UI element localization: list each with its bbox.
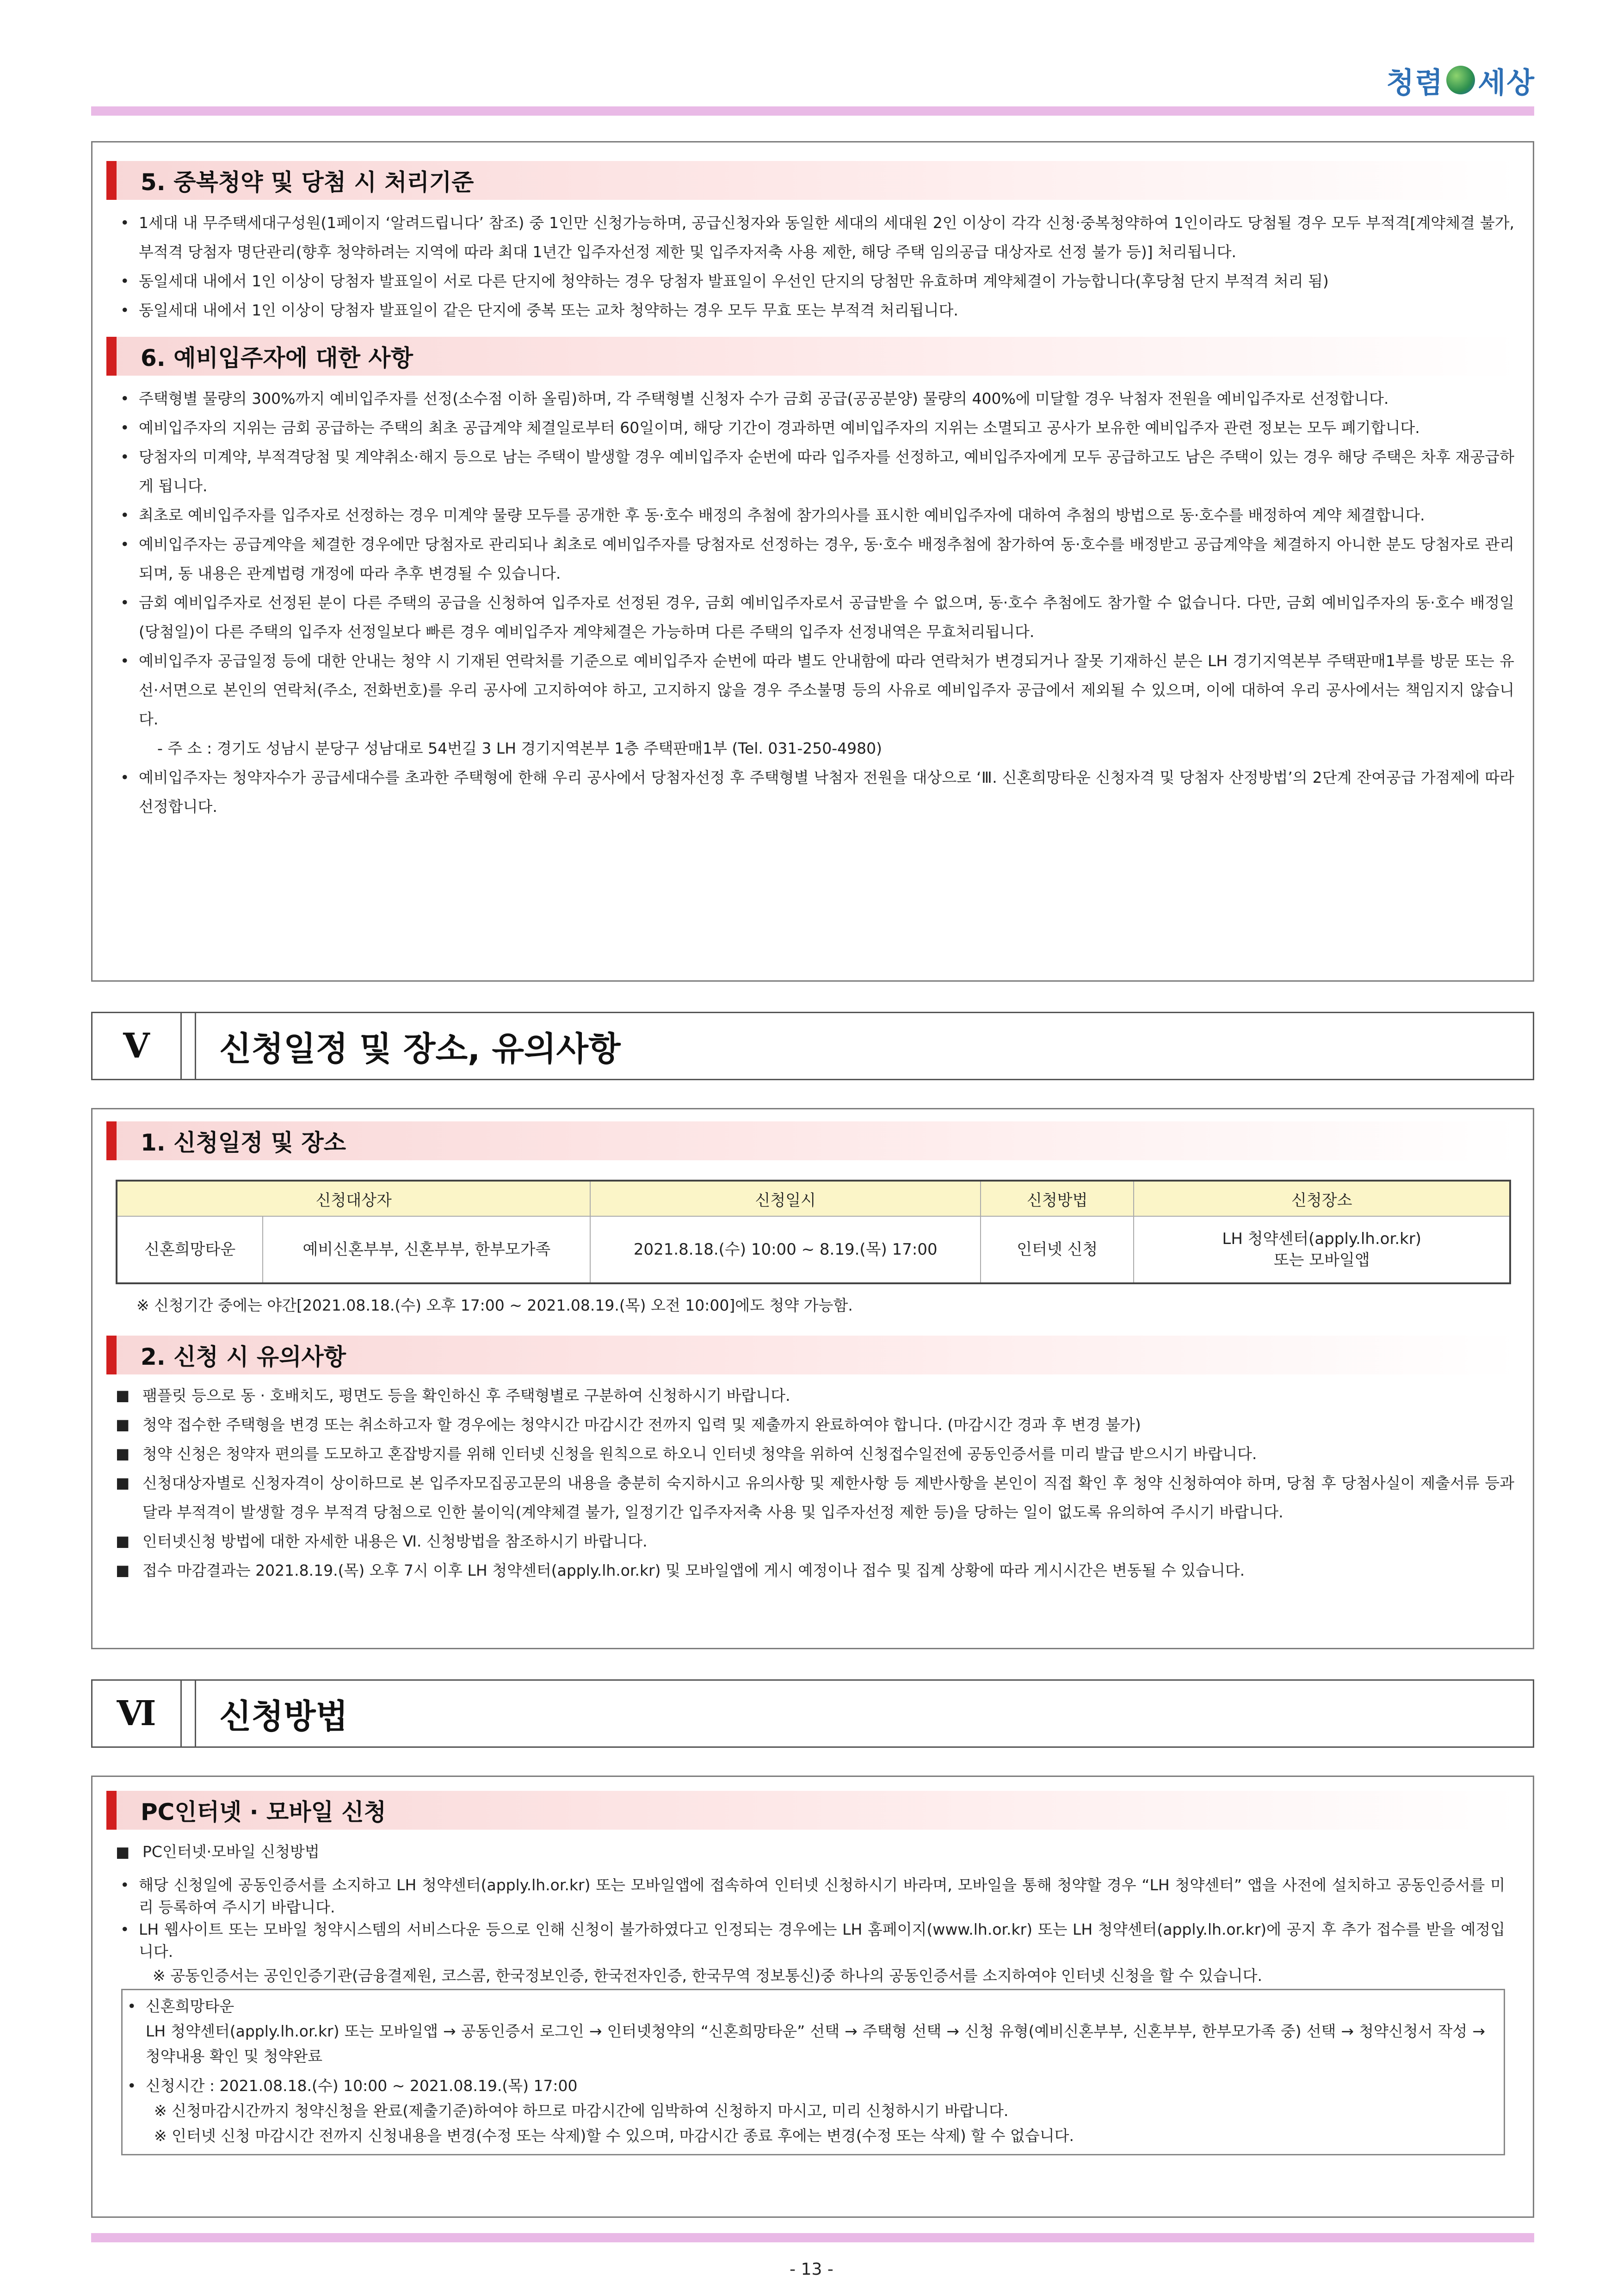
chapter-divider [182,1681,196,1746]
chapter-number: V [93,1013,182,1079]
chapter-number: Ⅵ [93,1681,182,1746]
list-item [127,1994,1485,2069]
section-marker [106,1121,117,1160]
list-item: • 예비입주자의 지위는 금회 공급하는 주택의 최초 공급계약 체결일로부터 60일이며, 해당 기간이 경과하면 예비입주자의 지위는 소멸되고 공사가 보유한 예비입주자 관련 정보는 모두 폐기합니다. [120,413,1514,442]
section-title: 5. 중복청약 및 당첨 시 처리기준 [141,169,474,196]
table-header: 신청대상자 [117,1181,590,1216]
schedule-note: ※ 신청기간 중에는 야간[2021.08.18.(수) 오후 17:00 ~ 2021.08.19.(목) 오전 10:00]에도 청약 가능함. [136,1296,853,1314]
logo [1386,59,1535,101]
list-item: ■ 팸플릿 등으로 동 · 호배치도, 평면도 등을 확인하신 후 주택형별로 구분하여 신청하시기 바랍니다. [116,1381,1514,1410]
section-header-6 [106,337,1519,376]
list-item: • 동일세대 내에서 1인 이상이 당첨자 발표일이 같은 단지에 중복 또는 교차 청약하는 경우 모두 무효 또는 부적격 처리됩니다. [120,296,1514,325]
guide-item-title: • 신청시간 : 2021.08.18.(수) 10:00 ~ 2021.08.19.(목) 17:00 [146,2077,578,2095]
cert-note: ※ 공동인증서는 공인인증기관(금융결제원, 코스콤, 한국정보인증, 한국전자인증, 한국무역 정보통신)중 하나의 공동인증서를 소지하여야 인터넷 신청을 할 수 있습니다. [153,1967,1263,1985]
table-header: 신청장소 [1134,1181,1510,1216]
list-item: • 당첨자의 미계약, 부적격당첨 및 계약취소·해지 등으로 남는 주택이 발생할 경우 예비입주자 순번에 따라 입주자를 선정하고, 예비입주자에게 모두 공급하고도 남은 주택이 있는 경우 해당 주택은 차후 재공급하게 됩니다. [120,442,1514,501]
list-item: ■ 청약 접수한 주택형을 변경 또는 취소하고자 할 경우에는 청약시간 마감시간 전까지 입력 및 제출까지 완료하여야 합니다. (마감시간 경과 후 변경 불가) [116,1410,1514,1439]
table-cell: 인터넷 신청 [981,1216,1134,1283]
list-item: • 해당 신청일에 공동인증서를 소지하고 LH 청약센터(apply.lh.or.kr) 또는 모바일앱에 접속하여 인터넷 신청하시기 바라며, 모바일을 통해 청약할 경우 “LH 청약센터” 앱을 사전에 설치하고 공동인증서를 미리 등록하여 주시기 바랍니다. [120,1874,1505,1918]
list-item [127,2073,1485,2148]
section-title: PC인터넷 · 모바일 신청 [141,1799,386,1826]
list-item: • 동일세대 내에서 1인 이상이 당첨자 발표일이 서로 다른 단지에 청약하는 경우 당첨자 발표일이 우선인 단지의 당첨만 유효하며 계약체결이 가능합니다(후당첨 단지 부적격 처리 됨) [120,266,1514,296]
list-item: ■ 접수 마감결과는 2021.8.19.(목) 오후 7시 이후 LH 청약센터(apply.lh.or.kr) 및 모바일앱에 게시 예정이나 접수 및 집계 상황에 따라 게시시간은 변동될 수 있습니다. [116,1556,1514,1585]
section-title: 2. 신청 시 유의사항 [141,1343,346,1370]
list-item: • 1세대 내 무주택세대구성원(1페이지 ‘알려드립니다’ 참조) 중 1인만 신청가능하며, 공급신청자와 동일한 세대의 세대원 2인 이상이 각각 신청·중복청약하여 1인이라도 당첨될 경우 모두 부적격[계약체결 불가, 부적격 당첨자 명단관리(향후 청약하려는 지역에 따라 최대 1년간 입주자선정 제한 및 입주자저축 사용 제한, 해당 주택 임의공급 대상자로 선정 불가 등)] 처리됩니다. [120,208,1514,266]
chapter-header-vi [91,1679,1534,1748]
list-item: • 예비입주자 공급일정 등에 대한 안내는 청약 시 기재된 연락처를 기준으로 예비입주자 순번에 따라 별도 안내함에 따라 연락처가 변경되거나 잘못 기재하신 분은 LH 경기지역본부 주택판매1부를 방문 또는 유선·서면으로 본인의 연락처(주소, 전화번호)를 우리 공사에 고지하여야 하고, 고지하지 않을 경우 주소불명 등의 사유로 예비입주자 공급에서 제외될 수 있으며, 이에 대하여 우리 공사에서는 책임지지 않습니다. [120,646,1514,734]
guide-item-title: • 신혼희망타운 [146,1997,235,2015]
sec5-list [93,208,1533,325]
section-box-schedule [91,1108,1534,1649]
cautions-list [93,1381,1533,1585]
guide-list [123,1994,1504,2148]
section-marker [106,161,117,200]
section-box-5-6 [91,141,1534,982]
sec6-list [93,384,1533,734]
chapter-title: 신청일정 및 장소, 유의사항 [219,1029,621,1068]
list-item: ■ 청약 신청은 청약자 편의를 도모하고 혼잡방지를 위해 인터넷 신청을 원칙으로 하오니 인터넷 청약을 위하여 신청접수일전에 공동인증서를 미리 발급 받으시기 바랍니다. [116,1439,1514,1468]
table-cell: 신혼희망타운 [117,1216,263,1283]
list-item: • 예비입주자는 청약자수가 공급세대수를 초과한 주택형에 한해 우리 공사에서 당첨자선정 후 주택형별 낙첨자 전원을 대상으로 ‘Ⅲ. 신혼희망타운 신청자격 및 당첨자 산정방법’의 2단계 잔여공급 가점제에 따라 선정합니다. [120,763,1514,821]
place-line: LH 청약센터(apply.lh.or.kr) [1222,1230,1422,1248]
list-item: • LH 웹사이트 또는 모바일 청약시스템의 서비스다운 등으로 인해 신청이 불가하였다고 인정되는 경우에는 LH 홈페이지(www.lh.or.kr) 또는 LH 청약센터(apply.lh.or.kr)에 공지 후 추가 접수를 받을 예정입니다. [120,1918,1505,1963]
pc-subhead-list [93,1833,1533,1870]
sec6-list-last [93,763,1533,821]
pc-subhead: ■ PC인터넷·모바일 신청방법 [116,1833,1514,1870]
list-item: ■ 신청대상자별로 신청자격이 상이하므로 본 입주자모집공고문의 내용을 충분히 숙지하시고 유의사항 및 제한사항 등 제반사항을 본인이 직접 확인 후 청약 신청하여야 하며, 당첨 후 당첨사실이 제출서류 등과 달라 부적격이 발생할 경우 부적격 당첨으로 인한 불이익(계약체결 불가, 일정기간 입주자저축 사용 및 입주자선정 제한 등)을 당하는 일이 없도록 유의하여 주시기 바랍니다. [116,1468,1514,1527]
list-item: • 예비입주자는 공급계약을 체결한 경우에만 당첨자로 관리되나 최초로 예비입주자를 당첨자로 선정하는 경우, 동·호수 배정추첨에 참가하여 동·호수를 배정받고 공급계약을 체결하지 아니한 분도 당첨자로 관리되며, 동 내용은 관계법령 개정에 따라 추후 변경될 수 있습니다. [120,530,1514,588]
chapter-title: 신청방법 [219,1697,348,1736]
logo-text-right: 세상 [1478,65,1535,99]
list-item: • 최초로 예비입주자를 입주자로 선정하는 경우 미계약 물량 모두를 공개한 후 동·호수 배정의 추첨에 참가의사를 표시한 예비입주자에 대하여 추첨의 방법으로 동·호수를 배정하여 계약 체결합니다. [120,501,1514,530]
section-header-schedule [106,1121,1519,1160]
section-header-cautions [106,1336,1519,1374]
guide-item-desc: LH 청약센터(apply.lh.or.kr) 또는 모바일앱 → 공동인증서 로그인 → 인터넷청약의 “신혼희망타운” 선택 → 주택형 선택 → 신청 유형(예비신혼부부, 신혼부부, 한부모가족 중) 선택 → 청약신청서 작성 → 청약내용 확인 및 청약완료 [146,2022,1485,2065]
table-header: 신청방법 [981,1181,1134,1216]
pc-list [93,1874,1533,1963]
section-marker [106,337,117,376]
schedule-table [116,1180,1511,1284]
table-header: 신청일시 [590,1181,981,1216]
section-title: 1. 신청일정 및 장소 [141,1129,346,1156]
top-divider [91,106,1534,116]
application-guide-box [121,1989,1505,2155]
bottom-divider [91,2233,1534,2242]
page-number: - 13 - [790,2260,833,2279]
section-marker [106,1791,117,1830]
section-header-5 [106,161,1519,200]
guide-note: ※ 인터넷 신청 마감시간 전까지 신청내용을 변경(수정 또는 삭제)할 수 있으며, 마감시간 종료 후에는 변경(수정 또는 삭제) 할 수 없습니다. [154,2127,1074,2145]
list-item: • 주택형별 물량의 300%까지 예비입주자를 선정(소수점 이하 올림)하며, 각 주택형별 신청자 수가 금회 공급(공공분양) 물량의 400%에 미달할 경우 낙첨자 전원을 예비입주자로 선정합니다. [120,384,1514,413]
section-marker [106,1336,117,1374]
table-cell-place [1134,1216,1510,1283]
table-cell: 2021.8.18.(수) 10:00 ~ 8.19.(목) 17:00 [590,1216,981,1283]
list-item: ■ 인터넷신청 방법에 대한 자세한 내용은 Ⅵ. 신청방법을 참조하시기 바랍니다. [116,1527,1514,1556]
table-row [117,1216,1510,1283]
section-header-pc-mobile [106,1791,1519,1830]
address-line: - 주 소 : 경기도 성남시 분당구 성남대로 54번길 3 LH 경기지역본부 1층 주택판매1부 (Tel. 031-250-4980) [157,739,882,757]
chapter-header-v [91,1012,1534,1080]
logo-emblem-icon [1446,66,1475,94]
chapter-divider [182,1013,196,1079]
guide-note: ※ 신청마감시간까지 청약신청을 완료(제출기준)하여야 하므로 마감시간에 임박하여 신청하지 마시고, 미리 신청하시기 바랍니다. [154,2102,1009,2120]
section-title: 6. 예비입주자에 대한 사항 [141,345,413,371]
section-box-application [91,1776,1534,2218]
place-line: 또는 모바일앱 [1273,1251,1370,1269]
table-cell: 예비신혼부부, 신혼부부, 한부모가족 [263,1216,590,1283]
logo-text-left: 청렴 [1386,65,1444,99]
list-item: • 금회 예비입주자로 선정된 분이 다른 주택의 공급을 신청하여 입주자로 선정된 경우, 금회 예비입주자로서 공급받을 수 없으며, 동·호수 추첨에도 참가할 수 없습니다. 다만, 금회 예비입주자의 동·호수 배정일(당첨일)이 다른 주택의 입주자 선정일보다 빠른 경우 예비입주자 계약체결은 가능하며 다른 주택의 입주자 선정내역은 무효처리됩니다. [120,588,1514,646]
table-header-row [117,1181,1510,1216]
